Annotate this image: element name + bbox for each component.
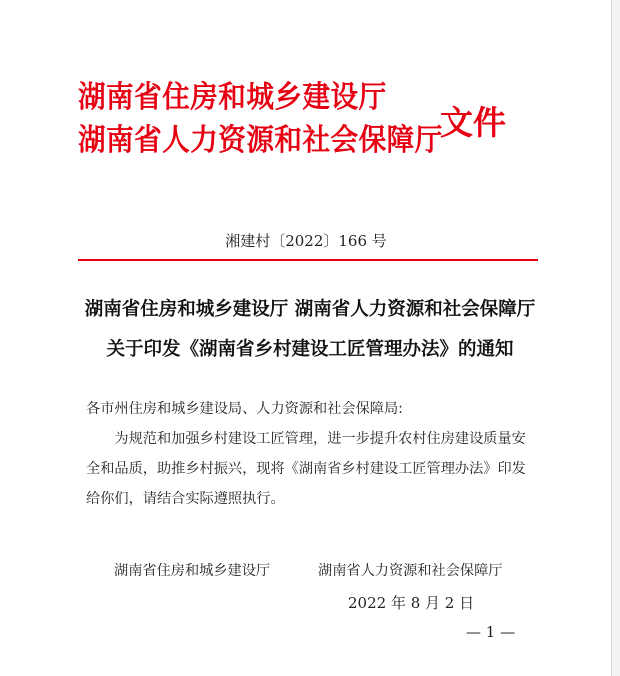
document-number: 湘建村〔2022〕166 号 xyxy=(225,232,387,250)
issuer-name-hr: 湖南省人力资源和社会保障厅 xyxy=(78,123,443,158)
body-paragraph: 为规范和加强乡村建设工匠管理，进一步提升农村住房建设质量安全和品质，助推乡村振兴，现将《湖南省乡村建设工匠管理办法》印发给你们，请结合实际遵照执行。 xyxy=(86,431,526,507)
issuer-name-housing: 湖南省住房和城乡建设厅 xyxy=(78,80,387,115)
issue-date: 2022 年 8 月 2 日 xyxy=(348,594,475,612)
notice-title-line-2: 关于印发《湖南省乡村建设工匠管理办法》的通知 xyxy=(106,339,514,360)
salutation: 各市州住房和城乡建设局、人力资源和社会保障局: xyxy=(86,401,403,417)
signature-housing: 湖南省住房和城乡建设厅 xyxy=(114,563,271,579)
notice-title-line-1: 湖南省住房和城乡建设厅 湖南省人力资源和社会保障厅 xyxy=(84,299,536,320)
signature-hr: 湖南省人力资源和社会保障厅 xyxy=(318,563,503,579)
red-divider-line xyxy=(78,259,538,261)
document-type-label: 文件 xyxy=(440,103,506,142)
page-number: — 1 — xyxy=(466,623,516,641)
page-edge-border xyxy=(611,0,620,676)
